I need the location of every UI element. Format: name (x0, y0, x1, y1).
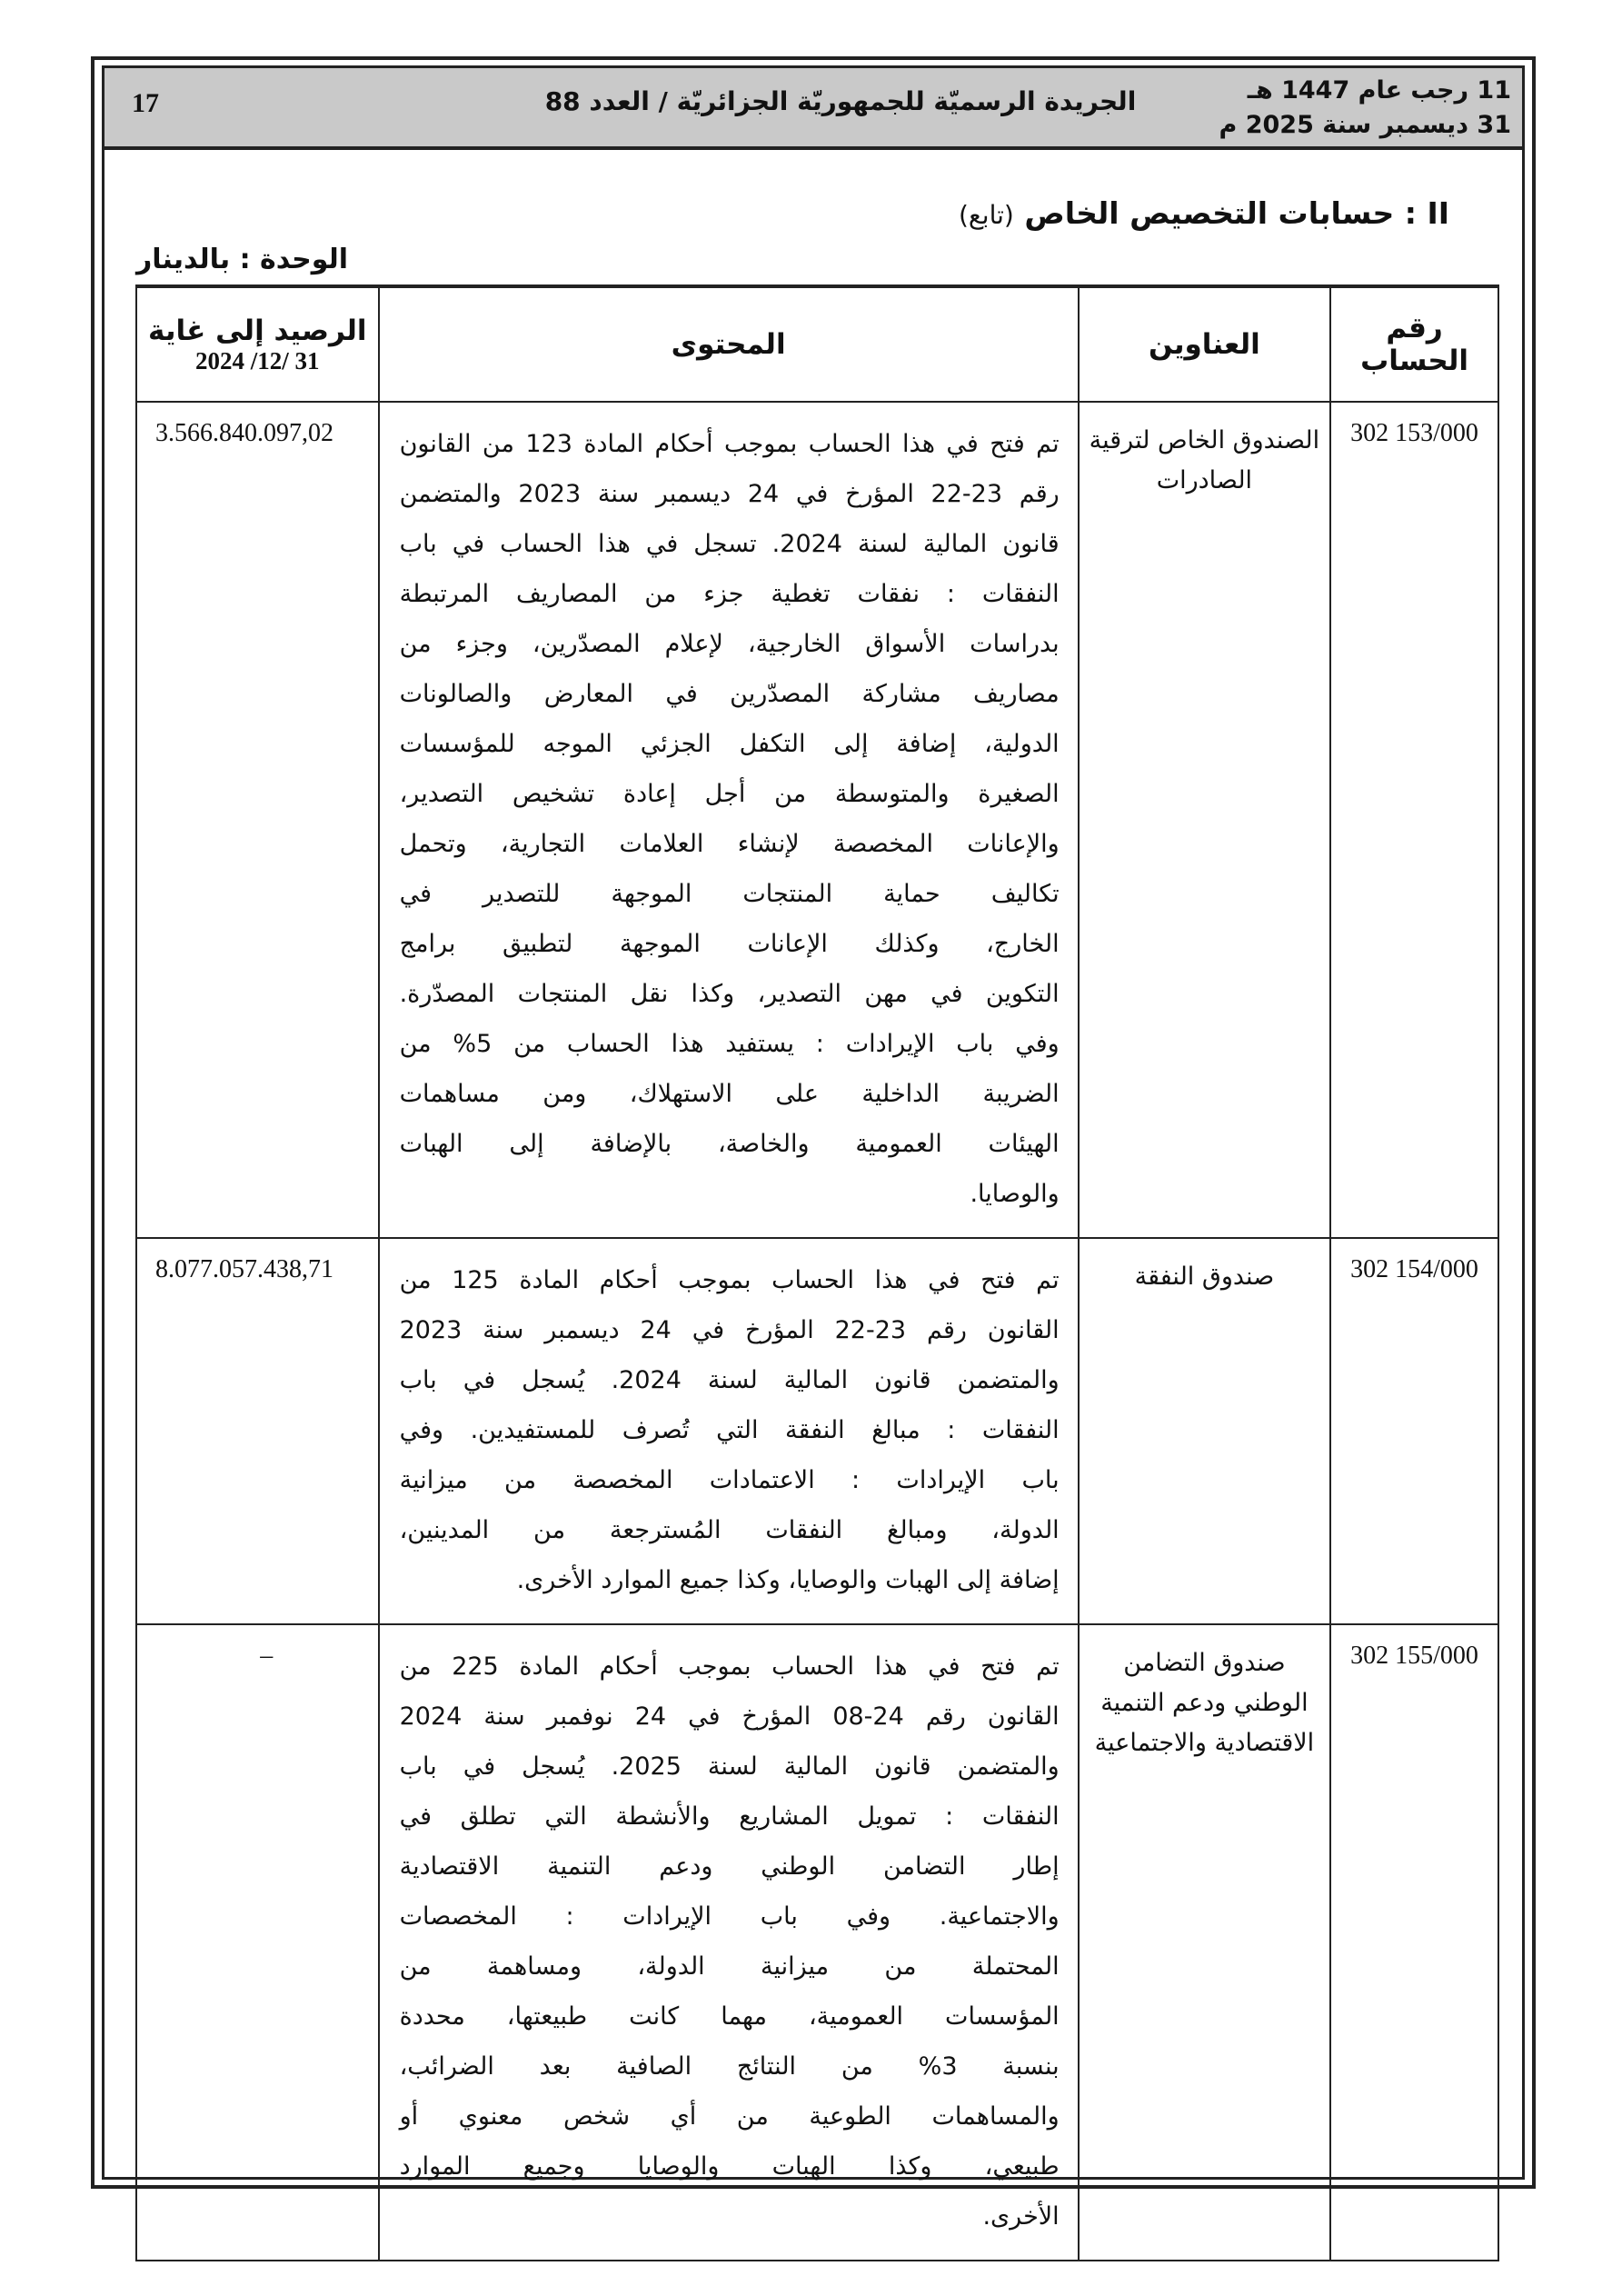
content-line: القانون رقم 24-08 المؤرخ في 24 نوفمبر سنة 2024 (399, 1702, 1060, 1731)
content-line: النفقات : تمويل المشاريع والأنشطة التي تطلق في (399, 1802, 1060, 1831)
account-content-cell (379, 1238, 1079, 1624)
section-title-text: II : حسابات التخصيص الخاص (1024, 195, 1449, 231)
content-line: وفي باب الإيرادات : يستفيد هذا الحساب من 5% من (399, 1030, 1060, 1058)
content-line: والإعانات المخصصة لإنشاء العلامات التجارية، وتحمل (399, 830, 1060, 858)
content-line: والاجتماعية. وفي باب الإيرادات : المخصصات (399, 1902, 1060, 1931)
account-content-cell (379, 1624, 1079, 2261)
content-line: النفقات : نفقات تغطية جزء من المصاريف المرتبطة (399, 580, 1060, 608)
account-title-cell: صندوق التضامن الوطني ودعم التنمية الاقتصادية والاجتماعية (1079, 1624, 1330, 2261)
account-content-cell (379, 402, 1079, 1238)
content-line: والمتضمن قانون المالية لسنة 2024. يُسجل في باب (399, 1366, 1060, 1394)
content-line: الدولية، إضافة إلى التكفل الجزئي الموجه للمؤسسات (399, 730, 1060, 758)
content-line: بنسبة 3% من النتائج الصافية بعد الضرائب، (399, 2052, 1060, 2081)
header-account-number: رقم الحساب (1330, 286, 1498, 402)
content-line: إطار التضامن الوطني ودعم التنمية الاقتصادية (399, 1852, 1060, 1881)
account-title-cell: الصندوق الخاص لترقية الصادرات (1079, 402, 1330, 1238)
date-hijri: 11 رجب عام 1447 هـ (1247, 76, 1511, 105)
content-line: تم فتح في هذا الحساب بموجب أحكام المادة 225 من (399, 1652, 1060, 1681)
content-line: رقم 23-22 المؤرخ في 24 ديسمبر سنة 2023 والمتضمن (399, 480, 1060, 508)
content-line: طبيعي، وكذا الهبات والوصايا وجميع الموارد (399, 2152, 1060, 2181)
header-content: المحتوى (379, 286, 1079, 402)
content-line: المؤسسات العمومية، مهما كانت طبيعتها، محددة (399, 2002, 1060, 2031)
content-line: والمتضمن قانون المالية لسنة 2025. يُسجل في باب (399, 1752, 1060, 1781)
page-header (104, 68, 1522, 150)
content-line: القانون رقم 23-22 المؤرخ في 24 ديسمبر سنة 2023 (399, 1316, 1060, 1344)
content-line: والوصايا. (970, 1180, 1060, 1208)
account-number-cell: 302 154/000 (1330, 1238, 1498, 1624)
content-line: الدولة، ومبالغ النفقات المُسترجعة من المدينين، (399, 1516, 1060, 1544)
content-line: باب الإيرادات : الاعتمادات المخصصة من ميزانية (399, 1466, 1060, 1494)
table-row (136, 402, 1498, 1238)
balance-cell: 3.566.840.097,02 (136, 402, 379, 1238)
date-gregorian: 31 ديسمبر سنة 2025 م (1219, 111, 1511, 139)
header-balance-label: الرصيد إلى غاية (148, 314, 367, 347)
content-line: الهيئات العمومية والخاصة، بالإضافة إلى الهبات (399, 1130, 1060, 1158)
content-line: مصاريف مشاركة المصدّرين في المعارض والصالونات (399, 680, 1060, 708)
table-header-row (136, 286, 1498, 402)
content-line: الخارج، وكذلك الإعانات الموجهة لتطبيق برامج (399, 930, 1060, 958)
content-line: النفقات : مبالغ النفقة التي تُصرف للمستفيدين. وفي (399, 1416, 1060, 1444)
table-row (136, 1238, 1498, 1624)
issue-date (1219, 74, 1511, 143)
content-line: تم فتح في هذا الحساب بموجب أحكام المادة 123 من القانون (399, 430, 1060, 458)
account-number-cell: 302 153/000 (1330, 402, 1498, 1238)
content-line: تكاليف حماية المنتجات الموجهة للتصدير في (399, 880, 1060, 908)
content-line: قانون المالية لسنة 2024. تسجل في هذا الحساب في باب (399, 530, 1060, 558)
content-line: بدراسات الأسواق الخارجية، لإعلام المصدّرين، وجزء من (399, 630, 1060, 658)
account-number-cell: 302 155/000 (1330, 1624, 1498, 2261)
content-line: الضريبة الداخلية على الاستهلاك، ومن مساهمات (399, 1080, 1060, 1108)
header-titles: العناوين (1079, 286, 1330, 402)
content-line: الأخرى. (982, 2202, 1060, 2231)
content-line: تم فتح في هذا الحساب بموجب أحكام المادة 125 من (399, 1266, 1060, 1294)
unit-label: الوحدة : بالدينار (136, 244, 349, 275)
header-balance-date: 2024 /12/ 31 (195, 346, 320, 374)
content-line: والمساهمات الطوعية من أي شخص معنوي أو (399, 2102, 1060, 2131)
content-line: التكوين في مهن التصدير، وكذا نقل المنتجات المصدّرة. (399, 980, 1060, 1008)
balance-cell: – (136, 1624, 379, 2261)
account-title-cell: صندوق النفقة (1079, 1238, 1330, 1624)
section-subtitle: (تابع) (958, 200, 1014, 230)
gazette-title: الجريدة الرسميّة للجمهوريّة الجزائريّة / العدد 88 (544, 86, 1137, 116)
accounts-table (135, 285, 1499, 2261)
page-number: 17 (132, 88, 159, 118)
section-title (959, 195, 1449, 231)
content-line: الصغيرة والمتوسطة من أجل إعادة تشخيص التصدير، (399, 780, 1060, 808)
header-balance (136, 286, 379, 402)
content-line: إضافة إلى الهبات والوصايا، وكذا جميع الموارد الأخرى. (516, 1566, 1060, 1594)
balance-cell: 8.077.057.438,71 (136, 1238, 379, 1624)
content-line: المحتملة من ميزانية الدولة، ومساهمة من (399, 1952, 1060, 1981)
table-row (136, 1624, 1498, 2261)
